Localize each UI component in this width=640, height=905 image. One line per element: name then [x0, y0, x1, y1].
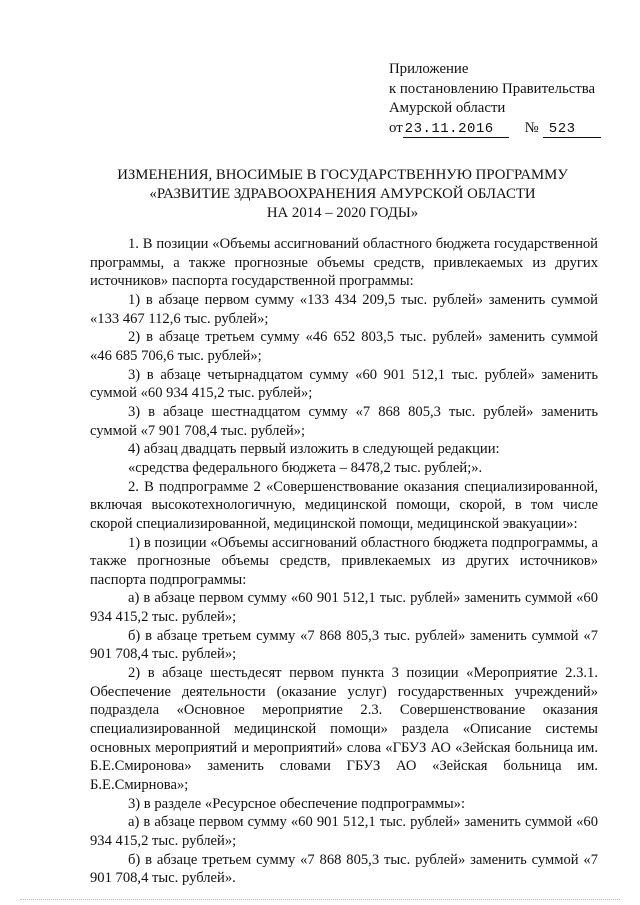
paragraph: 3) в абзаце четырнадцатом сумму «60 901 512,1 тыс. рублей» заменить суммой «60 934 415,2 тыс. рублей»;	[90, 366, 598, 402]
date-prefix: от	[389, 119, 403, 136]
paragraph: 3) в разделе «Ресурсное обеспечение подпрограммы»:	[128, 795, 465, 812]
paragraph: а) в абзаце первом сумму «60 901 512,1 тыс. рублей» заменить суммой «60 934 415,2 тыс. рублей»;	[90, 590, 598, 626]
scan-edge-marks	[20, 899, 620, 900]
document-title	[90, 166, 595, 222]
appendix-title: Приложение	[389, 61, 469, 77]
title-line-3: НА 2014 – 2020 ГОДЫ»	[266, 204, 419, 221]
paragraph: б) в абзаце третьем сумму «7 868 805,3 тыс. рублей» заменить суммой «7 901 708,4 тыс. рублей»;	[90, 627, 598, 663]
appendix-date-number-line	[389, 119, 601, 139]
appendix-resolution-line: к постановлению Правительства	[389, 80, 596, 97]
paragraph: 4) абзац двадцать первый изложить в следующей редакции:	[128, 441, 500, 458]
appendix-block	[389, 60, 601, 138]
paragraph: 2) в абзаце третьем сумму «46 652 803,5 тыс. рублей» заменить суммой «46 685 706,6 тыс. рублей»;	[90, 329, 598, 364]
paragraph: 3) в абзаце шестнадцатом сумму «7 868 805,3 тыс. рублей» заменить суммой «7 901 708,4 тыс. рублей»;	[90, 403, 598, 439]
document-number: 523	[543, 121, 601, 138]
paragraph: 1) в позиции «Объемы ассигнований областного бюджета подпрограммы, а также прогнозные объемы средств, привлекаемых из других источников» паспорта подпрограммы:	[90, 534, 598, 588]
paragraph: б) в абзаце третьем сумму «7 868 805,3 тыс. рублей» заменить суммой «7 901 708,4 тыс. рублей».	[90, 851, 598, 887]
document-body	[90, 235, 598, 888]
paragraph: 1) в абзаце первом сумму «133 434 209,5 тыс. рублей» заменить суммой «133 467 112,6 тыс. рублей»;	[90, 291, 598, 327]
paragraph: 1. В позиции «Объемы ассигнований областного бюджета государственной программы, а также прогнозные объемы средств, привлекаемых из других источников» паспорта государственной программы:	[90, 236, 598, 290]
paragraph: а) в абзаце первом сумму «60 901 512,1 тыс. рублей» заменить суммой «60 934 415,2 тыс. рублей»;	[90, 814, 598, 849]
paragraph: «средства федерального бюджета – 8478,2 тыс. рублей;».	[128, 459, 483, 476]
paragraph: 2. В подпрограмме 2 «Совершенствование оказания специализированной, включая высокотехнологичную, медицинской помощи, скорой, в том числе скорой специализированной, медицинской помощи, медицинской эвакуации»:	[90, 478, 598, 532]
title-line-2: «РАЗВИТИЕ ЗДРАВООХРАНЕНИЯ АМУРСКОЙ ОБЛАСТИ	[149, 185, 536, 202]
appendix-region-line: Амурской области	[389, 100, 506, 116]
number-label: №	[524, 119, 539, 136]
title-line-1: ИЗМЕНЕНИЯ, ВНОСИМЫЕ В ГОСУДАРСТВЕННУЮ ПРОГРАММУ	[117, 167, 568, 183]
document-date: 23.11.2016	[403, 121, 509, 138]
paragraph: 2) в абзаце шестьдесят первом пункта 3 позиции «Мероприятие 2.3.1. Обеспечение деятельности (оказание услуг) государственных учреждений» подраздела «Основное мероприятие 2.3. Совершенствование оказания специализированной медицинской помощи» раздела «Описание системы основных мероприятий и мероприятий» слова «ГБУЗ АО «Зейская больница им. Б.Е.Смиронова» заменить словами ГБУЗ АО «Зейская больница им. Б.Е.Смирнова»;	[90, 665, 598, 794]
